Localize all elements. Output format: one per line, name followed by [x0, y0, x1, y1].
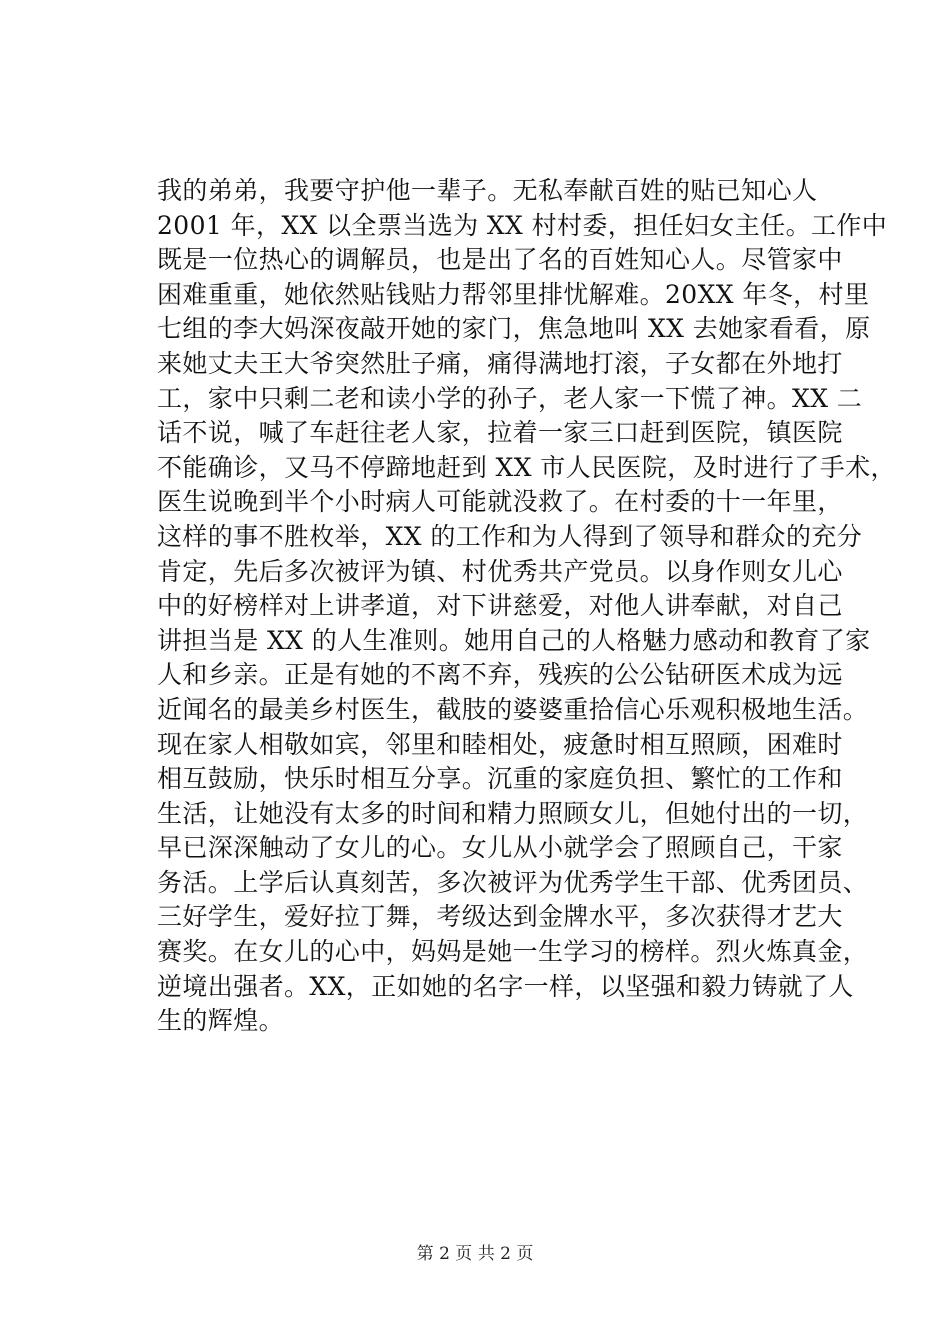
- text-line: 我的弟弟，我要守护他一辈子。无私奉献百姓的贴已知心人: [157, 176, 818, 205]
- text-line: 逆境出强者。XX，正如她的名字一样，以坚强和毅力铸就了人: [157, 971, 854, 1001]
- text-line: 2001 年，XX 以全票当选为 XX 村村委，担任妇女主任。工作中: [157, 210, 888, 240]
- body-text: [157, 174, 896, 1039]
- text-line: 既是一位热心的调解员，也是出了名的百姓知心人。尽管家中: [157, 245, 843, 275]
- text-line: 来她丈夫王大爷突然肚子痛，痛得满地打滚，子女都在外地打: [157, 348, 843, 378]
- text-line: 现在家人相敬如宾，邻里和睦相处，疲惫时相互照顾，困难时: [157, 729, 843, 759]
- text-line: 相互鼓励，快乐时相互分享。沉重的家庭负担、繁忙的工作和: [157, 764, 843, 794]
- text-line: 早已深深触动了女儿的心。女儿从小就学会了照顾自己，干家: [157, 833, 843, 863]
- text-line: 务活。上学后认真刻苦，多次被评为优秀学生干部、优秀团员、: [157, 867, 869, 897]
- text-line: 生活，让她没有太多的时间和精力照顾女儿，但她付出的一切，: [157, 798, 869, 828]
- text-line: 赛奖。在女儿的心中，妈妈是她一生学习的榜样。烈火炼真金，: [157, 937, 869, 967]
- text-line: 三好学生，爱好拉丁舞，考级达到金牌水平，多次获得才艺大: [157, 902, 843, 932]
- text-line: 近闻名的最美乡村医生，截肢的婆婆重拾信心乐观积极地生活。: [157, 694, 869, 724]
- text-line: 中的好榜样对上讲孝道，对下讲慈爱，对他人讲奉献，对自己: [157, 591, 843, 621]
- text-line: 讲担当是 XX 的人生准则。她用自己的人格魅力感动和教育了家: [157, 625, 871, 655]
- text-line: 生的辉煌。: [157, 1006, 285, 1036]
- text-line: 七组的李大妈深夜敲开她的家门，焦急地叫 XX 去她家看看，原: [157, 314, 871, 344]
- text-line: 话不说，喊了车赶往老人家，拉着一家三口赶到医院，镇医院: [157, 418, 843, 448]
- page-footer: [0, 1243, 950, 1265]
- text-line: 人和乡亲。正是有她的不离不弃，残疾的公公钻研医术成为远: [157, 660, 843, 690]
- page-number-label: 第 2 页 共 2 页: [416, 1244, 534, 1264]
- text-line: 不能确诊，又马不停蹄地赶到 XX 市人民医院，及时进行了手术，: [157, 452, 896, 482]
- text-line: 肯定，先后多次被评为镇、村优秀共产党员。以身作则女儿心: [157, 556, 843, 586]
- text-line: 医生说晚到半个小时病人可能就没救了。在村委的十一年里，: [157, 487, 843, 517]
- text-line: 工，家中只剩二老和读小学的孙子，老人家一下慌了神。XX 二: [157, 383, 863, 413]
- text-line: 困难重重，她依然贴钱贴力帮邻里排忧解难。20XX 年冬，村里: [157, 279, 870, 309]
- text-line: 这样的事不胜枚举，XX 的工作和为人得到了领导和群众的充分: [157, 521, 863, 551]
